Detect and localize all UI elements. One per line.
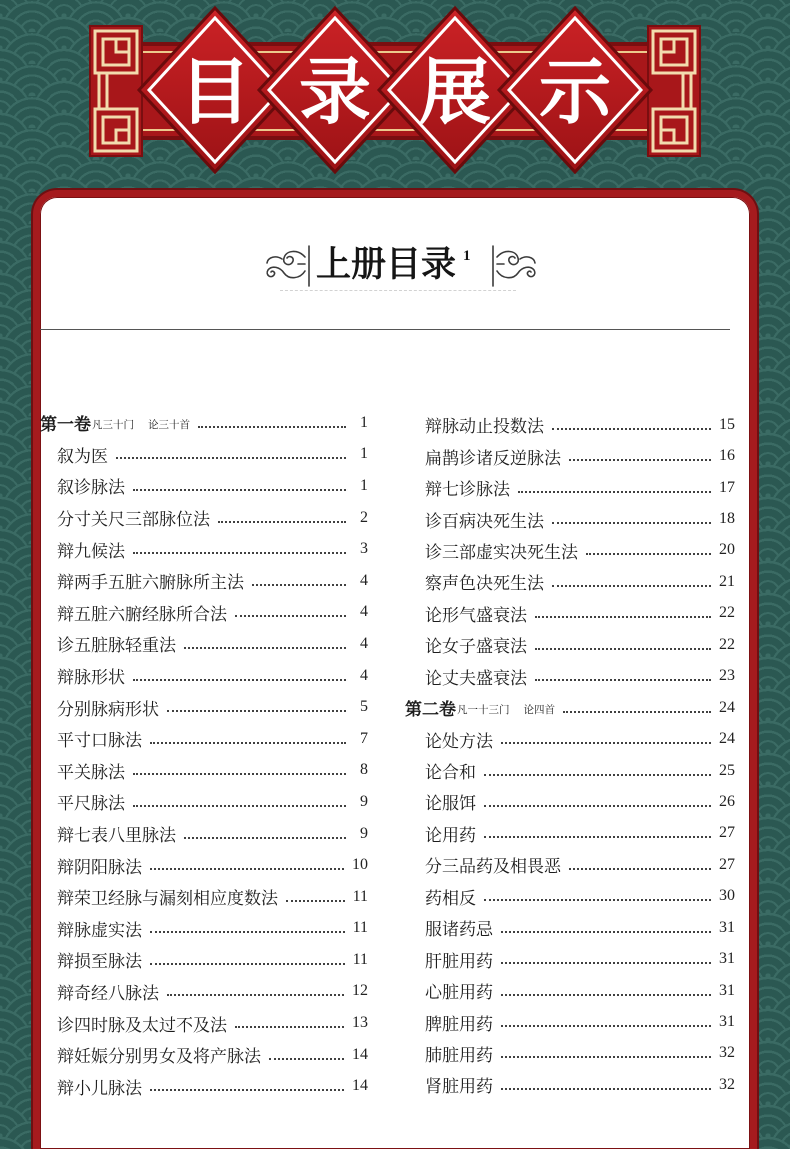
- entry-title: 论服饵: [425, 794, 476, 815]
- entry-title: 诊三部虚实决死生法: [425, 542, 578, 563]
- page-number: 11: [352, 950, 368, 968]
- dot-leader: [184, 647, 346, 649]
- toc-entry: [405, 1069, 735, 1100]
- dot-leader: [535, 648, 711, 650]
- page-number: 25: [719, 761, 735, 779]
- dot-leader: [286, 900, 345, 902]
- fret-corner-left-icon: [90, 26, 142, 156]
- page-number: 24: [719, 698, 735, 716]
- title-banner: [0, 0, 790, 185]
- toc-entry: [405, 723, 735, 754]
- page-number: 20: [719, 541, 735, 559]
- entry-title: 药相反: [425, 888, 476, 909]
- dot-leader: [484, 774, 711, 776]
- dot-leader: [150, 931, 345, 933]
- toc-entry: [40, 786, 368, 818]
- toc-entry: [40, 881, 368, 913]
- dot-leader: [569, 868, 711, 870]
- toc-entry: [40, 502, 368, 534]
- page-number: 31: [719, 1013, 735, 1031]
- toc-entry: [405, 472, 735, 503]
- toc-entry: [405, 912, 735, 943]
- dot-leader: [535, 616, 711, 618]
- dot-leader: [269, 1058, 344, 1060]
- entry-title: 论处方法: [425, 731, 493, 752]
- page-number: 31: [719, 950, 735, 968]
- page-number: 24: [719, 730, 735, 748]
- title-char: 录: [298, 50, 372, 134]
- volume-title: 第一卷: [40, 415, 91, 436]
- toc-left-column: [40, 407, 370, 1102]
- toc-entry: [40, 976, 368, 1008]
- title-char: 示: [538, 50, 612, 134]
- toc-entry: [405, 881, 735, 912]
- entry-title: 分别脉病形状: [57, 699, 159, 720]
- page-number: 18: [719, 510, 735, 528]
- volume-note-essays: 论三十首: [148, 419, 190, 432]
- dot-leader: [133, 773, 346, 775]
- entry-title: 肺脏用药: [425, 1045, 493, 1066]
- toc-entry: [40, 1070, 368, 1102]
- volume-title: 第二卷: [405, 700, 456, 721]
- dot-leader: [518, 491, 711, 493]
- page-number: 4: [360, 571, 368, 589]
- entry-title: 论合和: [425, 763, 476, 784]
- toc-entry: [40, 1039, 368, 1071]
- page-number: 16: [719, 447, 735, 465]
- page-number: 8: [360, 761, 368, 779]
- page-number: 27: [719, 855, 735, 873]
- page-number: 17: [719, 478, 735, 496]
- entry-title: 辩阴阳脉法: [57, 857, 142, 878]
- toc-entry: [405, 849, 735, 880]
- toc-entry: [405, 535, 735, 566]
- toc-entry: [40, 470, 368, 502]
- entry-title: 辩小儿脉法: [57, 1078, 142, 1099]
- page-number: 1: [360, 476, 368, 494]
- page-number: 5: [360, 698, 368, 716]
- page-number: 9: [360, 792, 368, 810]
- page-number: 21: [719, 572, 735, 590]
- dot-leader: [252, 584, 346, 586]
- toc-entry: [40, 755, 368, 787]
- entry-title: 辩脉虚实法: [57, 920, 142, 941]
- entry-title: 察声色决死生法: [425, 574, 544, 595]
- dot-leader: [150, 963, 345, 965]
- page-number: 9: [360, 824, 368, 842]
- toc-entry: [40, 849, 368, 881]
- dot-leader: [133, 679, 346, 681]
- page-number: 32: [719, 1075, 735, 1093]
- entry-title: 辩损至脉法: [57, 952, 142, 973]
- toc-volume-heading: [405, 692, 735, 723]
- dot-leader: [552, 428, 711, 430]
- dot-leader: [116, 457, 346, 459]
- toc-entry: [405, 503, 735, 534]
- entry-title: 平关脉法: [57, 762, 125, 783]
- page-number: 1: [360, 445, 368, 463]
- dot-leader: [552, 585, 711, 587]
- cloud-scroll-left-icon: [262, 243, 314, 289]
- page-number: 14: [352, 1045, 368, 1063]
- dot-leader: [569, 459, 711, 461]
- title-char: 目: [178, 50, 252, 134]
- dot-leader: [552, 522, 711, 524]
- page-number: 2: [360, 508, 368, 526]
- title-diamond: [499, 8, 651, 172]
- page-number: 30: [719, 887, 735, 905]
- page-number: 4: [360, 603, 368, 621]
- page-number: 31: [719, 981, 735, 999]
- toc-entry: [405, 1006, 735, 1037]
- entry-title: 肾脏用药: [425, 1077, 493, 1098]
- page-number: 22: [719, 635, 735, 653]
- toc-entry: [40, 439, 368, 471]
- toc-entry: [405, 786, 735, 817]
- dot-leader: [501, 1056, 711, 1058]
- toc-entry: [40, 818, 368, 850]
- dot-leader: [501, 1025, 711, 1027]
- entry-title: 平寸口脉法: [57, 731, 142, 752]
- fret-corner-right-icon: [648, 26, 700, 156]
- dot-leader: [167, 994, 344, 996]
- entry-title: 论女子盛衰法: [425, 637, 527, 658]
- toc-right-column: [405, 409, 737, 1101]
- page-number: 3: [360, 540, 368, 558]
- title-char: 展: [418, 50, 492, 134]
- toc-entry: [40, 913, 368, 945]
- toc-entry: [405, 440, 735, 471]
- toc-entry: [405, 629, 735, 660]
- section-divider: [40, 329, 730, 330]
- entry-title: 肝脏用药: [425, 951, 493, 972]
- toc-volume-heading: [40, 407, 368, 439]
- entry-title: 辩奇经八脉法: [57, 983, 159, 1004]
- entry-title: 心脏用药: [425, 983, 493, 1004]
- toc-entry: [40, 533, 368, 565]
- toc-entry: [40, 565, 368, 597]
- toc-entry: [40, 660, 368, 692]
- page-number: 26: [719, 792, 735, 810]
- page-number: 11: [352, 887, 368, 905]
- page-number: 13: [352, 1014, 368, 1032]
- entry-title: 论用药: [425, 825, 476, 846]
- dot-leader: [501, 742, 711, 744]
- dot-leader: [235, 1026, 344, 1028]
- dot-leader: [484, 836, 711, 838]
- page-number: 7: [360, 729, 368, 747]
- entry-title: 服诸药忌: [425, 920, 493, 941]
- toc-entry: [405, 1038, 735, 1069]
- entry-title: 诊四时脉及太过不及法: [57, 1015, 227, 1036]
- page-number: 31: [719, 918, 735, 936]
- entry-title: 论形气盛衰法: [425, 605, 527, 626]
- entry-title: 论丈夫盛衰法: [425, 668, 527, 689]
- toc-entry: [40, 628, 368, 660]
- toc-entry: [40, 1007, 368, 1039]
- toc-entry: [405, 975, 735, 1006]
- toc-entry: [40, 691, 368, 723]
- dot-leader: [184, 837, 346, 839]
- toc-entry: [405, 818, 735, 849]
- cloud-scroll-right-icon: [488, 243, 540, 289]
- toc-entry: [405, 943, 735, 974]
- page-number: 27: [719, 824, 735, 842]
- page-number: 10: [352, 856, 368, 874]
- dot-leader: [484, 899, 711, 901]
- toc-entry: [405, 598, 735, 629]
- entry-title: 叙诊脉法: [57, 478, 125, 499]
- volume-note-sections: 凡三十门: [92, 419, 134, 432]
- dot-leader: [150, 868, 344, 870]
- toc-entry: [40, 944, 368, 976]
- entry-title: 辩七诊脉法: [425, 480, 510, 501]
- dot-leader: [484, 805, 711, 807]
- dot-leader: [501, 931, 711, 933]
- entry-title: 辩脉动止投数法: [425, 417, 544, 438]
- dot-leader: [501, 962, 711, 964]
- dot-leader: [235, 615, 346, 617]
- dot-leader: [218, 521, 346, 523]
- entry-title: 辩五脏六腑经脉所合法: [57, 604, 227, 625]
- dot-leader: [586, 553, 711, 555]
- toc-heading: 上册目录: [316, 244, 457, 285]
- page-number: 23: [719, 667, 735, 685]
- toc-entry: [405, 755, 735, 786]
- entry-title: 诊五脏脉轻重法: [57, 636, 176, 657]
- entry-title: 辩荣卫经脉与漏刻相应度数法: [57, 889, 278, 910]
- toc-entry: [405, 566, 735, 597]
- entry-title: 诊百病决死生法: [425, 511, 544, 532]
- toc-entry: [40, 723, 368, 755]
- page-number: 12: [352, 982, 368, 1000]
- page-number: 4: [360, 666, 368, 684]
- entry-title: 平尺脉法: [57, 794, 125, 815]
- page-number: 32: [719, 1044, 735, 1062]
- volume-note-sections: 凡一十三门: [457, 704, 510, 717]
- page-number: 1: [360, 413, 368, 431]
- dot-leader: [133, 552, 346, 554]
- entry-title: 辩脉形状: [57, 668, 125, 689]
- dot-leader: [150, 1089, 344, 1091]
- entry-title: 脾脏用药: [425, 1014, 493, 1035]
- entry-title: 分三品药及相畏恶: [425, 857, 561, 878]
- dot-leader: [563, 711, 711, 713]
- entry-title: 分寸关尺三部脉位法: [57, 510, 210, 531]
- dot-leader: [133, 805, 346, 807]
- toc-entry: [40, 597, 368, 629]
- page-number: 4: [360, 634, 368, 652]
- entry-title: 辩七表八里脉法: [57, 826, 176, 847]
- dot-leader: [501, 1088, 711, 1090]
- entry-title: 辩九候法: [57, 541, 125, 562]
- page-number: 14: [352, 1077, 368, 1095]
- heading-underline: [280, 290, 516, 291]
- entry-title: 叙为医: [57, 446, 108, 467]
- dot-leader: [198, 426, 346, 428]
- dot-leader: [150, 742, 346, 744]
- toc-heading-superscript: 1: [463, 248, 471, 264]
- dot-leader: [167, 710, 346, 712]
- dot-leader: [535, 679, 711, 681]
- page-number: 11: [352, 919, 368, 937]
- volume-note-essays: 论四首: [523, 704, 555, 717]
- entry-title: 扁鹊诊诸反逆脉法: [425, 448, 561, 469]
- toc-entry: [405, 661, 735, 692]
- dot-leader: [501, 994, 711, 996]
- dot-leader: [133, 489, 346, 491]
- toc-entry: [405, 409, 735, 440]
- entry-title: 辩两手五脏六腑脉所主法: [57, 573, 244, 594]
- page-number: 15: [719, 415, 735, 433]
- entry-title: 辩妊娠分别男女及将产脉法: [57, 1047, 261, 1068]
- page-number: 22: [719, 604, 735, 622]
